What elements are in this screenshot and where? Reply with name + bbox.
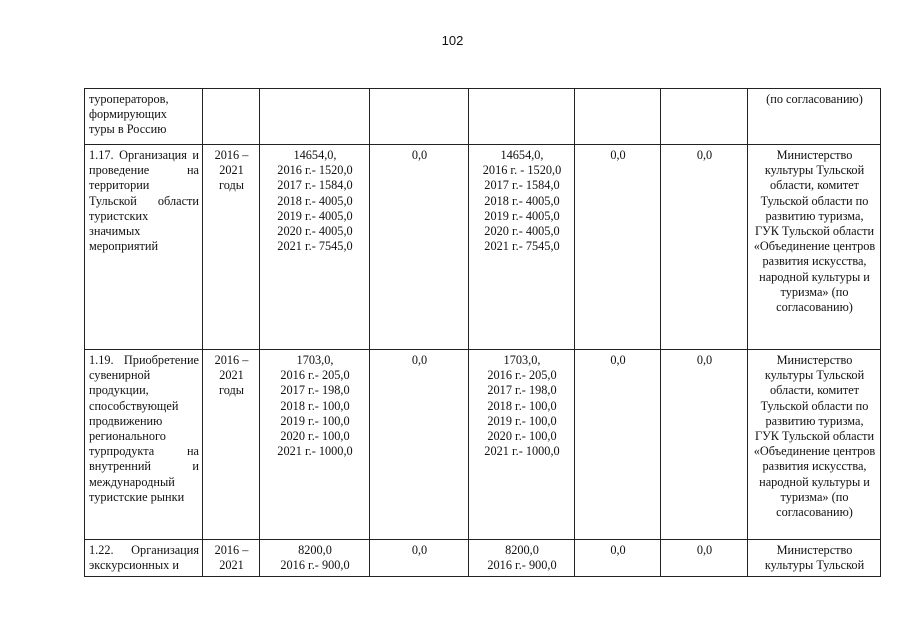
period-cell: 2016 – 2021 годы xyxy=(203,145,260,350)
other-sources-cell: 0,0 xyxy=(661,145,748,350)
measure-name-cell: 1.19. Приобретение сувенирной продукции, способствующей продвижению регионального турпродукта на внутренний и международный туристские рынки xyxy=(85,350,203,540)
table-row xyxy=(85,540,881,577)
measure-name-cell: 1.17. Организация и проведение на территории Тульской области туристских значимых мероприятий xyxy=(85,145,203,350)
total-funding-cell: 8200,0 2016 г.- 900,0 xyxy=(260,540,370,577)
local-budget-cell: 0,0 xyxy=(575,540,661,577)
period-cell: 2016 – 2021 xyxy=(203,540,260,577)
local-budget-cell xyxy=(575,89,661,145)
regional-budget-cell: 14654,0, 2016 г. - 1520,0 2017 г.- 1584,0 2018 г.- 4005,0 2019 г.- 4005,0 2020 г.- 4005,0 2021 г.- 7545,0 xyxy=(469,145,575,350)
period-cell: 2016 – 2021 годы xyxy=(203,350,260,540)
table-row xyxy=(85,89,881,145)
federal-budget-cell xyxy=(370,89,469,145)
local-budget-cell: 0,0 xyxy=(575,145,661,350)
regional-budget-cell: 8200,0 2016 г.- 900,0 xyxy=(469,540,575,577)
other-sources-cell xyxy=(661,89,748,145)
table-row xyxy=(85,350,881,540)
measure-name-cell: 1.22. Организация экскурсионных и xyxy=(85,540,203,577)
program-table xyxy=(84,88,881,577)
executor-cell: Министерство культуры Тульской xyxy=(748,540,881,577)
executor-cell: Министерство культуры Тульской области, комитет Тульской области по развитию туризма, ГУК Тульской области «Объединение центров развития искусства, народной культуры и туризма» (по согласованию) xyxy=(748,350,881,540)
table-row xyxy=(85,145,881,350)
federal-budget-cell: 0,0 xyxy=(370,145,469,350)
federal-budget-cell: 0,0 xyxy=(370,540,469,577)
period-cell xyxy=(203,89,260,145)
total-funding-cell: 1703,0, 2016 г.- 205,0 2017 г.- 198,0 2018 г.- 100,0 2019 г.- 100,0 2020 г.- 100,0 2021 г.- 1000,0 xyxy=(260,350,370,540)
other-sources-cell: 0,0 xyxy=(661,350,748,540)
executor-cell: Министерство культуры Тульской области, комитет Тульской области по развитию туризма, ГУК Тульской области «Объединение центров развития искусства, народной культуры и туризма» (по согласованию) xyxy=(748,145,881,350)
executor-cell: (по согласованию) xyxy=(748,89,881,145)
measure-name-cell: туроператоров, формирующих туры в Россию xyxy=(85,89,203,145)
federal-budget-cell: 0,0 xyxy=(370,350,469,540)
regional-budget-cell xyxy=(469,89,575,145)
other-sources-cell: 0,0 xyxy=(661,540,748,577)
regional-budget-cell: 1703,0, 2016 г.- 205,0 2017 г.- 198,0 2018 г.- 100,0 2019 г.- 100,0 2020 г.- 100,0 2021 г.- 1000,0 xyxy=(469,350,575,540)
local-budget-cell: 0,0 xyxy=(575,350,661,540)
page-number: 102 xyxy=(441,33,464,48)
total-funding-cell: 14654,0, 2016 г.- 1520,0 2017 г.- 1584,0 2018 г.- 4005,0 2019 г.- 4005,0 2020 г.- 4005,0 2021 г.- 7545,0 xyxy=(260,145,370,350)
total-funding-cell xyxy=(260,89,370,145)
